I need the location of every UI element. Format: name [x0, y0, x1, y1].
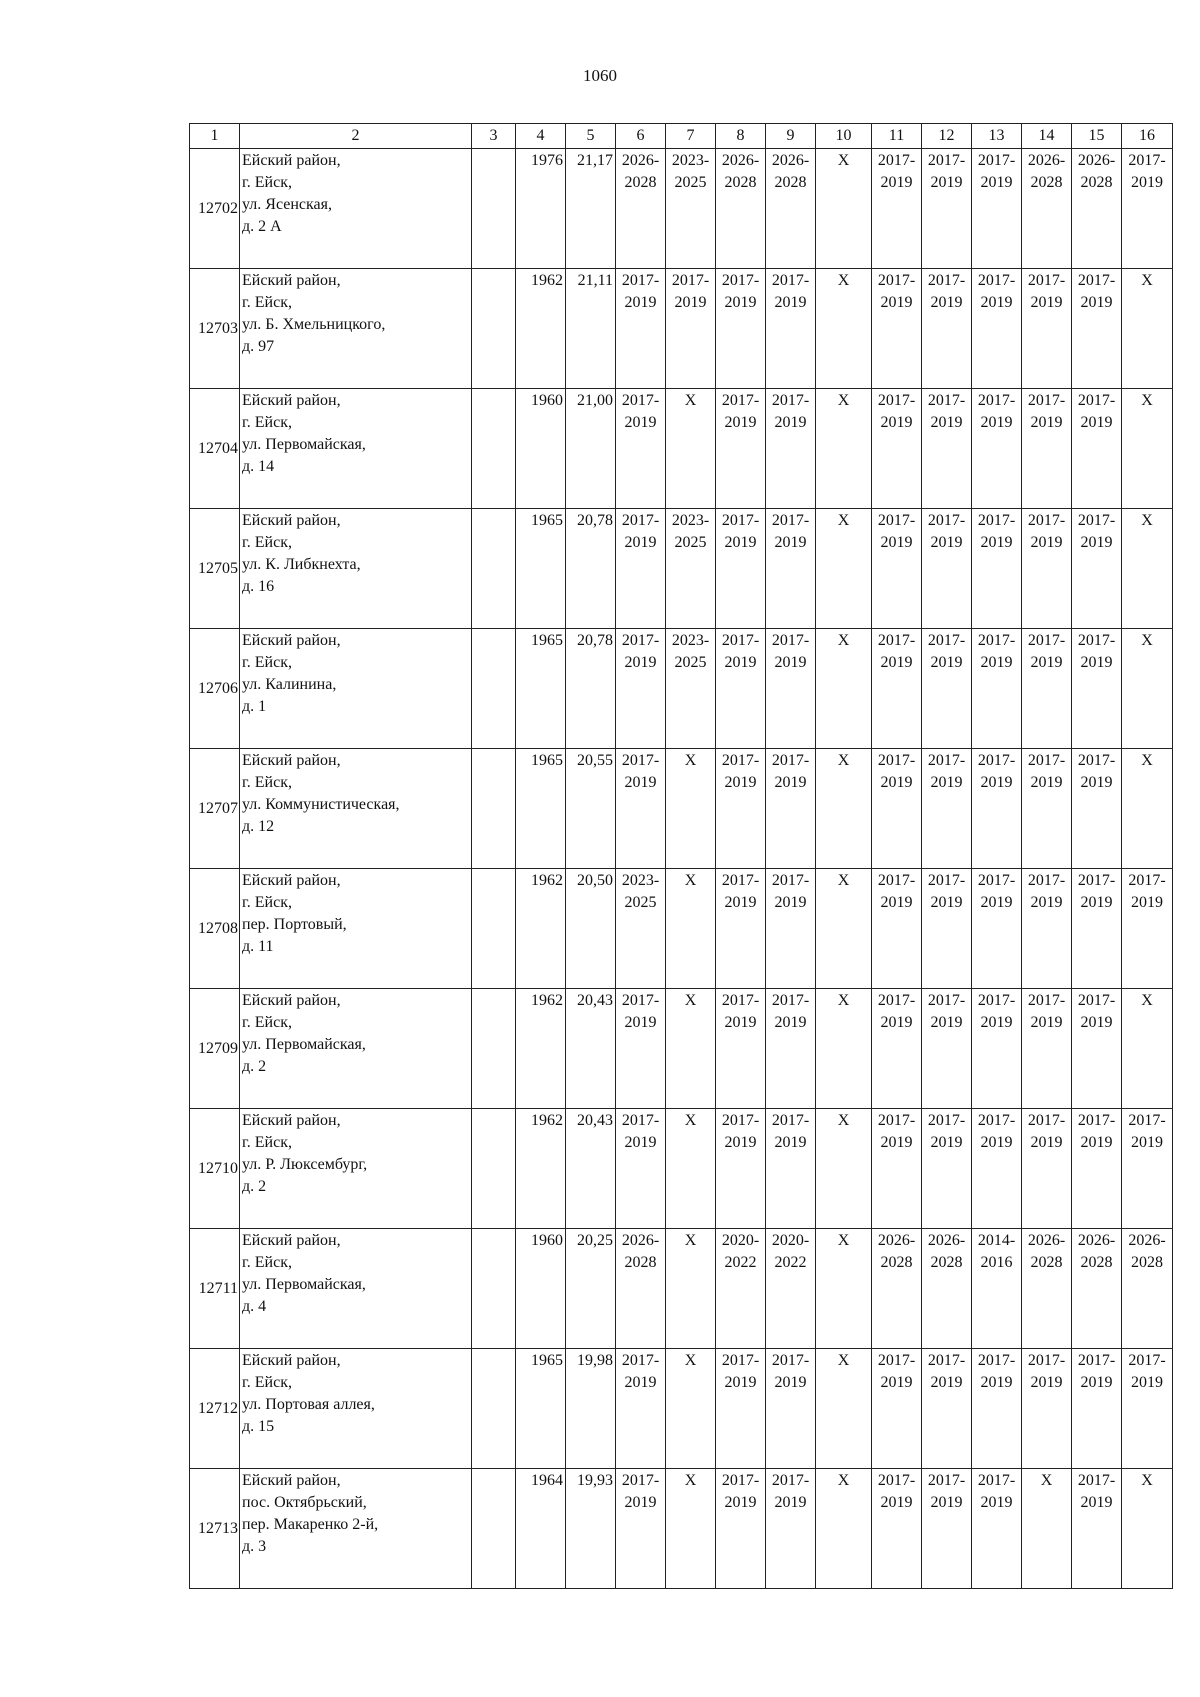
cell-col-9: 2017- 2019 — [766, 749, 816, 869]
address-line: Ейский район, — [242, 872, 341, 889]
column-header-10: 10 — [816, 124, 872, 149]
cell-col-7: Х — [666, 989, 716, 1109]
cell-col-6: 2023- 2025 — [616, 869, 666, 989]
cell-col-5: 20,25 — [566, 1229, 616, 1349]
address-cell — [240, 509, 472, 629]
cell-col-15: 2017- 2019 — [1072, 1349, 1122, 1469]
cell-col-3 — [472, 1469, 516, 1589]
address-cell — [240, 869, 472, 989]
cell-col-11: 2017- 2019 — [872, 269, 922, 389]
address-line: д. 3 — [242, 1538, 267, 1555]
cell-col-14: 2017- 2019 — [1022, 1109, 1072, 1229]
address-line: г. Ейск, — [242, 414, 292, 431]
table-row — [190, 1349, 1173, 1469]
cell-col-10: Х — [816, 749, 872, 869]
column-header-1: 1 — [190, 124, 240, 149]
cell-col-13: 2014- 2016 — [972, 1229, 1022, 1349]
table-row — [190, 989, 1173, 1109]
cell-col-7: 2023- 2025 — [666, 509, 716, 629]
address-line: г. Ейск, — [242, 1134, 292, 1151]
cell-col-6: 2017- 2019 — [616, 629, 666, 749]
address-line: Ейский район, — [242, 1472, 341, 1489]
address-cell — [240, 989, 472, 1109]
column-header-2: 2 — [240, 124, 472, 149]
column-header-3: 3 — [472, 124, 516, 149]
cell-col-5: 20,50 — [566, 869, 616, 989]
table-row — [190, 389, 1173, 509]
column-header-8: 8 — [716, 124, 766, 149]
record-id: 12712 — [190, 1349, 240, 1469]
cell-col-10: Х — [816, 989, 872, 1109]
cell-col-6: 2017- 2019 — [616, 1349, 666, 1469]
cell-col-13: 2017- 2019 — [972, 869, 1022, 989]
address-cell — [240, 269, 472, 389]
cell-col-9: 2017- 2019 — [766, 629, 816, 749]
cell-col-11: 2017- 2019 — [872, 1469, 922, 1589]
cell-col-8: 2020- 2022 — [716, 1229, 766, 1349]
cell-col-7: 2023- 2025 — [666, 629, 716, 749]
cell-col-13: 2017- 2019 — [972, 149, 1022, 269]
column-header-15: 15 — [1072, 124, 1122, 149]
cell-col-12: 2026- 2028 — [922, 1229, 972, 1349]
cell-col-12: 2017- 2019 — [922, 1349, 972, 1469]
cell-col-13: 2017- 2019 — [972, 269, 1022, 389]
cell-col-8: 2017- 2019 — [716, 749, 766, 869]
record-id: 12711 — [190, 1229, 240, 1349]
cell-col-6: 2017- 2019 — [616, 989, 666, 1109]
address-line: ул. Первомайская, — [242, 1036, 366, 1053]
table-row — [190, 869, 1173, 989]
cell-col-16: Х — [1122, 269, 1173, 389]
cell-col-7: Х — [666, 869, 716, 989]
cell-col-3 — [472, 1229, 516, 1349]
cell-col-10: Х — [816, 1469, 872, 1589]
cell-col-15: 2017- 2019 — [1072, 749, 1122, 869]
cell-col-12: 2017- 2019 — [922, 629, 972, 749]
cell-col-15: 2017- 2019 — [1072, 1469, 1122, 1589]
table-row — [190, 1109, 1173, 1229]
cell-col-4: 1960 — [516, 389, 566, 509]
address-line: г. Ейск, — [242, 894, 292, 911]
table-row — [190, 149, 1173, 269]
cell-col-6: 2026- 2028 — [616, 149, 666, 269]
address-cell — [240, 149, 472, 269]
address-line: д. 12 — [242, 818, 275, 835]
record-id: 12703 — [190, 269, 240, 389]
cell-col-4: 1964 — [516, 1469, 566, 1589]
column-header-11: 11 — [872, 124, 922, 149]
address-line: д. 97 — [242, 338, 275, 355]
cell-col-14: 2017- 2019 — [1022, 749, 1072, 869]
cell-col-11: 2026- 2028 — [872, 1229, 922, 1349]
record-id: 12709 — [190, 989, 240, 1109]
cell-col-14: 2017- 2019 — [1022, 629, 1072, 749]
record-id: 12705 — [190, 509, 240, 629]
cell-col-3 — [472, 1109, 516, 1229]
cell-col-6: 2017- 2019 — [616, 1469, 666, 1589]
cell-col-15: 2017- 2019 — [1072, 509, 1122, 629]
address-line: ул. Первомайская, — [242, 1276, 366, 1293]
address-line: г. Ейск, — [242, 174, 292, 191]
cell-col-5: 20,55 — [566, 749, 616, 869]
column-header-12: 12 — [922, 124, 972, 149]
cell-col-12: 2017- 2019 — [922, 869, 972, 989]
cell-col-14: 2017- 2019 — [1022, 989, 1072, 1109]
address-line: Ейский район, — [242, 392, 341, 409]
cell-col-12: 2017- 2019 — [922, 1109, 972, 1229]
address-line: г. Ейск, — [242, 1014, 292, 1031]
cell-col-11: 2017- 2019 — [872, 749, 922, 869]
column-header-14: 14 — [1022, 124, 1072, 149]
cell-col-12: 2017- 2019 — [922, 149, 972, 269]
address-line: д. 11 — [242, 938, 274, 955]
cell-col-9: 2017- 2019 — [766, 1349, 816, 1469]
address-line: Ейский район, — [242, 632, 341, 649]
record-id: 12707 — [190, 749, 240, 869]
cell-col-6: 2017- 2019 — [616, 509, 666, 629]
address-line: Ейский район, — [242, 1112, 341, 1129]
cell-col-5: 21,00 — [566, 389, 616, 509]
cell-col-14: 2017- 2019 — [1022, 1349, 1072, 1469]
cell-col-5: 21,17 — [566, 149, 616, 269]
cell-col-14: 2017- 2019 — [1022, 509, 1072, 629]
address-line: г. Ейск, — [242, 654, 292, 671]
cell-col-16: Х — [1122, 989, 1173, 1109]
address-line: д. 4 — [242, 1298, 267, 1315]
cell-col-7: Х — [666, 749, 716, 869]
cell-col-4: 1965 — [516, 509, 566, 629]
cell-col-7: Х — [666, 1469, 716, 1589]
cell-col-7: Х — [666, 389, 716, 509]
cell-col-4: 1962 — [516, 989, 566, 1109]
cell-col-8: 2017- 2019 — [716, 1469, 766, 1589]
cell-col-15: 2017- 2019 — [1072, 389, 1122, 509]
address-line: ул. Б. Хмельницкого, — [242, 316, 386, 333]
cell-col-5: 20,43 — [566, 989, 616, 1109]
cell-col-13: 2017- 2019 — [972, 509, 1022, 629]
cell-col-8: 2017- 2019 — [716, 1109, 766, 1229]
cell-col-7: Х — [666, 1109, 716, 1229]
cell-col-9: 2017- 2019 — [766, 1109, 816, 1229]
address-line: ул. Портовая аллея, — [242, 1396, 375, 1413]
cell-col-14: 2017- 2019 — [1022, 389, 1072, 509]
address-line: д. 1 — [242, 698, 267, 715]
cell-col-5: 20,43 — [566, 1109, 616, 1229]
cell-col-14: 2026- 2028 — [1022, 149, 1072, 269]
cell-col-8: 2017- 2019 — [716, 269, 766, 389]
cell-col-7: 2017- 2019 — [666, 269, 716, 389]
cell-col-14: 2026- 2028 — [1022, 1229, 1072, 1349]
cell-col-7: 2023- 2025 — [666, 149, 716, 269]
address-line: г. Ейск, — [242, 534, 292, 551]
cell-col-8: 2017- 2019 — [716, 509, 766, 629]
cell-col-12: 2017- 2019 — [922, 1469, 972, 1589]
registry-table — [189, 123, 1173, 1589]
cell-col-5: 20,78 — [566, 629, 616, 749]
cell-col-10: Х — [816, 1229, 872, 1349]
cell-col-11: 2017- 2019 — [872, 869, 922, 989]
cell-col-15: 2017- 2019 — [1072, 1109, 1122, 1229]
cell-col-13: 2017- 2019 — [972, 1349, 1022, 1469]
cell-col-4: 1962 — [516, 269, 566, 389]
cell-col-15: 2017- 2019 — [1072, 269, 1122, 389]
page-number: 1060 — [583, 66, 617, 85]
address-line: г. Ейск, — [242, 1254, 292, 1271]
cell-col-10: Х — [816, 269, 872, 389]
table-row — [190, 509, 1173, 629]
cell-col-10: Х — [816, 149, 872, 269]
cell-col-10: Х — [816, 629, 872, 749]
record-id: 12710 — [190, 1109, 240, 1229]
cell-col-3 — [472, 749, 516, 869]
table-row — [190, 1469, 1173, 1589]
address-line: пер. Портовый, — [242, 916, 347, 933]
cell-col-3 — [472, 509, 516, 629]
address-line: д. 2 — [242, 1178, 267, 1195]
address-line: ул. Р. Люксембург, — [242, 1156, 368, 1173]
cell-col-9: 2017- 2019 — [766, 1469, 816, 1589]
header-row — [190, 124, 1173, 149]
address-line: Ейский район, — [242, 1352, 341, 1369]
cell-col-5: 21,11 — [566, 269, 616, 389]
address-line: д. 16 — [242, 578, 275, 595]
address-line: пер. Макаренко 2-й, — [242, 1516, 379, 1533]
cell-col-6: 2026- 2028 — [616, 1229, 666, 1349]
cell-col-16: Х — [1122, 629, 1173, 749]
address-line: Ейский район, — [242, 272, 341, 289]
cell-col-10: Х — [816, 509, 872, 629]
cell-col-16: 2017- 2019 — [1122, 869, 1173, 989]
cell-col-9: 2017- 2019 — [766, 869, 816, 989]
cell-col-10: Х — [816, 1109, 872, 1229]
cell-col-9: 2017- 2019 — [766, 509, 816, 629]
cell-col-4: 1965 — [516, 629, 566, 749]
cell-col-3 — [472, 389, 516, 509]
address-line: г. Ейск, — [242, 294, 292, 311]
cell-col-4: 1962 — [516, 1109, 566, 1229]
address-line: Ейский район, — [242, 1232, 341, 1249]
cell-col-6: 2017- 2019 — [616, 749, 666, 869]
cell-col-4: 1960 — [516, 1229, 566, 1349]
cell-col-16: 2017- 2019 — [1122, 1349, 1173, 1469]
record-id: 12702 — [190, 149, 240, 269]
cell-col-15: 2017- 2019 — [1072, 869, 1122, 989]
address-line: Ейский район, — [242, 512, 341, 529]
address-cell — [240, 1349, 472, 1469]
cell-col-14: Х — [1022, 1469, 1072, 1589]
cell-col-3 — [472, 269, 516, 389]
address-line: пос. Октябрьский, — [242, 1494, 367, 1511]
table-row — [190, 629, 1173, 749]
column-header-16: 16 — [1122, 124, 1173, 149]
cell-col-13: 2017- 2019 — [972, 1109, 1022, 1229]
cell-col-13: 2017- 2019 — [972, 389, 1022, 509]
cell-col-10: Х — [816, 389, 872, 509]
cell-col-9: 2017- 2019 — [766, 269, 816, 389]
table-row — [190, 1229, 1173, 1349]
cell-col-3 — [472, 869, 516, 989]
cell-col-16: 2017- 2019 — [1122, 1109, 1173, 1229]
cell-col-13: 2017- 2019 — [972, 629, 1022, 749]
cell-col-14: 2017- 2019 — [1022, 269, 1072, 389]
address-line: д. 2 — [242, 1058, 267, 1075]
cell-col-10: Х — [816, 1349, 872, 1469]
cell-col-4: 1965 — [516, 1349, 566, 1469]
cell-col-9: 2017- 2019 — [766, 389, 816, 509]
cell-col-11: 2017- 2019 — [872, 1349, 922, 1469]
cell-col-6: 2017- 2019 — [616, 389, 666, 509]
record-id: 12706 — [190, 629, 240, 749]
address-line: д. 14 — [242, 458, 275, 475]
cell-col-16: Х — [1122, 1469, 1173, 1589]
cell-col-16: Х — [1122, 389, 1173, 509]
cell-col-8: 2017- 2019 — [716, 869, 766, 989]
cell-col-16: 2026- 2028 — [1122, 1229, 1173, 1349]
cell-col-7: Х — [666, 1349, 716, 1469]
cell-col-15: 2017- 2019 — [1072, 629, 1122, 749]
table-body — [190, 149, 1173, 1589]
column-header-9: 9 — [766, 124, 816, 149]
address-cell — [240, 1109, 472, 1229]
cell-col-8: 2017- 2019 — [716, 1349, 766, 1469]
column-header-5: 5 — [566, 124, 616, 149]
column-header-6: 6 — [616, 124, 666, 149]
cell-col-8: 2017- 2019 — [716, 389, 766, 509]
address-line: Ейский район, — [242, 752, 341, 769]
address-line: ул. К. Либкнехта, — [242, 556, 361, 573]
cell-col-13: 2017- 2019 — [972, 989, 1022, 1109]
address-line: д. 15 — [242, 1418, 275, 1435]
address-line: Ейский район, — [242, 152, 341, 169]
cell-col-6: 2017- 2019 — [616, 1109, 666, 1229]
column-header-4: 4 — [516, 124, 566, 149]
cell-col-16: Х — [1122, 749, 1173, 869]
cell-col-15: 2017- 2019 — [1072, 989, 1122, 1109]
cell-col-9: 2017- 2019 — [766, 989, 816, 1109]
cell-col-7: Х — [666, 1229, 716, 1349]
address-line: г. Ейск, — [242, 1374, 292, 1391]
cell-col-12: 2017- 2019 — [922, 509, 972, 629]
cell-col-4: 1976 — [516, 149, 566, 269]
cell-col-8: 2017- 2019 — [716, 629, 766, 749]
cell-col-8: 2017- 2019 — [716, 989, 766, 1109]
record-id: 12713 — [190, 1469, 240, 1589]
cell-col-9: 2020- 2022 — [766, 1229, 816, 1349]
cell-col-12: 2017- 2019 — [922, 269, 972, 389]
cell-col-11: 2017- 2019 — [872, 389, 922, 509]
table-row — [190, 269, 1173, 389]
address-cell — [240, 1469, 472, 1589]
address-cell — [240, 749, 472, 869]
column-header-13: 13 — [972, 124, 1022, 149]
cell-col-6: 2017- 2019 — [616, 269, 666, 389]
cell-col-11: 2017- 2019 — [872, 989, 922, 1109]
cell-col-16: 2017- 2019 — [1122, 149, 1173, 269]
cell-col-4: 1965 — [516, 749, 566, 869]
cell-col-16: Х — [1122, 509, 1173, 629]
address-line: ул. Ясенская, — [242, 196, 333, 213]
cell-col-11: 2017- 2019 — [872, 149, 922, 269]
cell-col-11: 2017- 2019 — [872, 1109, 922, 1229]
cell-col-13: 2017- 2019 — [972, 749, 1022, 869]
address-cell — [240, 1229, 472, 1349]
cell-col-3 — [472, 629, 516, 749]
cell-col-3 — [472, 1349, 516, 1469]
cell-col-5: 19,98 — [566, 1349, 616, 1469]
cell-col-15: 2026- 2028 — [1072, 1229, 1122, 1349]
cell-col-14: 2017- 2019 — [1022, 869, 1072, 989]
cell-col-3 — [472, 989, 516, 1109]
record-id: 12704 — [190, 389, 240, 509]
cell-col-13: 2017- 2019 — [972, 1469, 1022, 1589]
address-line: ул. Первомайская, — [242, 436, 366, 453]
column-header-7: 7 — [666, 124, 716, 149]
record-id: 12708 — [190, 869, 240, 989]
cell-col-10: Х — [816, 869, 872, 989]
table-row — [190, 749, 1173, 869]
address-cell — [240, 629, 472, 749]
cell-col-8: 2026- 2028 — [716, 149, 766, 269]
cell-col-12: 2017- 2019 — [922, 989, 972, 1109]
cell-col-11: 2017- 2019 — [872, 509, 922, 629]
address-cell — [240, 389, 472, 509]
cell-col-5: 20,78 — [566, 509, 616, 629]
address-line: Ейский район, — [242, 992, 341, 1009]
cell-col-11: 2017- 2019 — [872, 629, 922, 749]
cell-col-12: 2017- 2019 — [922, 389, 972, 509]
address-line: ул. Коммунистическая, — [242, 796, 400, 813]
cell-col-4: 1962 — [516, 869, 566, 989]
address-line: г. Ейск, — [242, 774, 292, 791]
cell-col-9: 2026- 2028 — [766, 149, 816, 269]
address-line: ул. Калинина, — [242, 676, 337, 693]
cell-col-15: 2026- 2028 — [1072, 149, 1122, 269]
cell-col-5: 19,93 — [566, 1469, 616, 1589]
address-line: д. 2 А — [242, 218, 282, 235]
cell-col-12: 2017- 2019 — [922, 749, 972, 869]
cell-col-3 — [472, 149, 516, 269]
